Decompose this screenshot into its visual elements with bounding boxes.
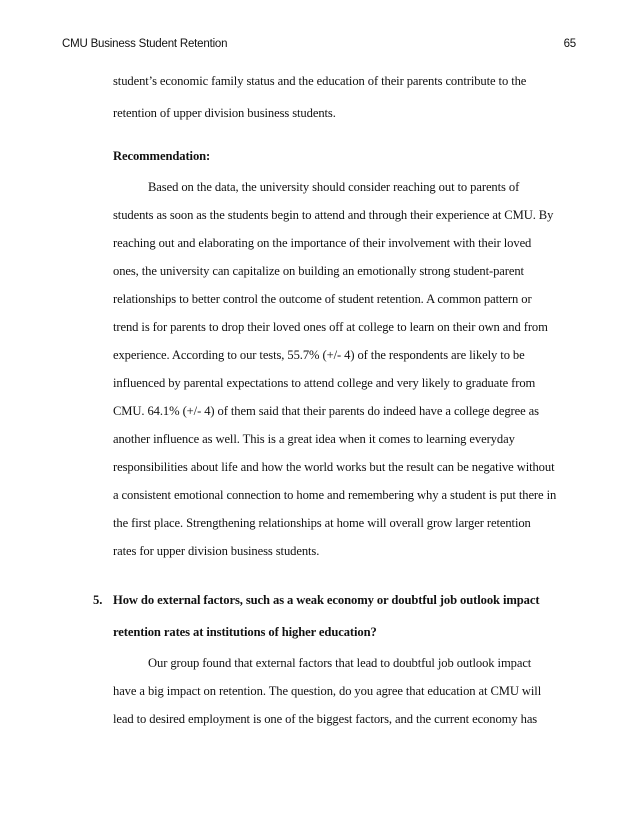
paragraph-line: rates for upper division business students. [113, 544, 320, 558]
paragraph-line: have a big impact on retention. The question, do you agree that education at CMU will [113, 684, 542, 698]
question-text-line-2: retention rates at institutions of higher education? [113, 625, 377, 639]
paragraph-line: ones, the university can capitalize on building an emotionally strong student-parent [113, 264, 524, 278]
section-heading-recommendation: Recommendation: [113, 149, 211, 163]
paragraph-line: responsibilities about life and how the world works but the result can be negative without [113, 460, 555, 474]
paragraph-line: reaching out and elaborating on the importance of their involvement with their loved [113, 236, 532, 250]
paragraph-line: another influence as well. This is a great idea when it comes to learning everyday [113, 432, 515, 446]
paragraph-line: relationships to better control the outcome of student retention. A common pattern or [113, 292, 532, 306]
paragraph-line: influenced by parental expectations to attend college and very likely to graduate from [113, 376, 536, 390]
paragraph-line: a consistent emotional connection to home and remembering why a student is put there in [113, 488, 557, 502]
question-heading [93, 591, 540, 609]
question-number: 5. [93, 593, 103, 607]
running-head-title: CMU Business Student Retention [62, 38, 228, 50]
paragraph-line: CMU. 64.1% (+/- 4) of them said that their parents do indeed have a college degree as [113, 404, 539, 418]
paragraph-line: trend is for parents to drop their loved ones off at college to learn on their own and from [113, 320, 548, 334]
paragraph-line: retention of upper division business students. [113, 106, 336, 120]
paragraph-line: Our group found that external factors that lead to doubtful job outlook impact [148, 656, 532, 670]
question-text-line-1: How do external factors, such as a weak economy or doubtful job outlook impact [113, 593, 540, 607]
paragraph-line: student’s economic family status and the education of their parents contribute to the [113, 74, 527, 88]
page-number: 65 [563, 38, 576, 50]
paragraph-line: lead to desired employment is one of the biggest factors, and the current economy has [113, 712, 538, 726]
paragraph-line: experience. According to our tests, 55.7% (+/- 4) of the respondents are likely to be [113, 348, 525, 362]
paragraph-line: the first place. Strengthening relationships at home will overall grow larger retention [113, 516, 531, 530]
paragraph-line: Based on the data, the university should consider reaching out to parents of [148, 180, 520, 194]
paragraph-line: students as soon as the students begin to attend and through their experience at CMU. By [113, 208, 554, 222]
document-body [93, 0, 583, 826]
